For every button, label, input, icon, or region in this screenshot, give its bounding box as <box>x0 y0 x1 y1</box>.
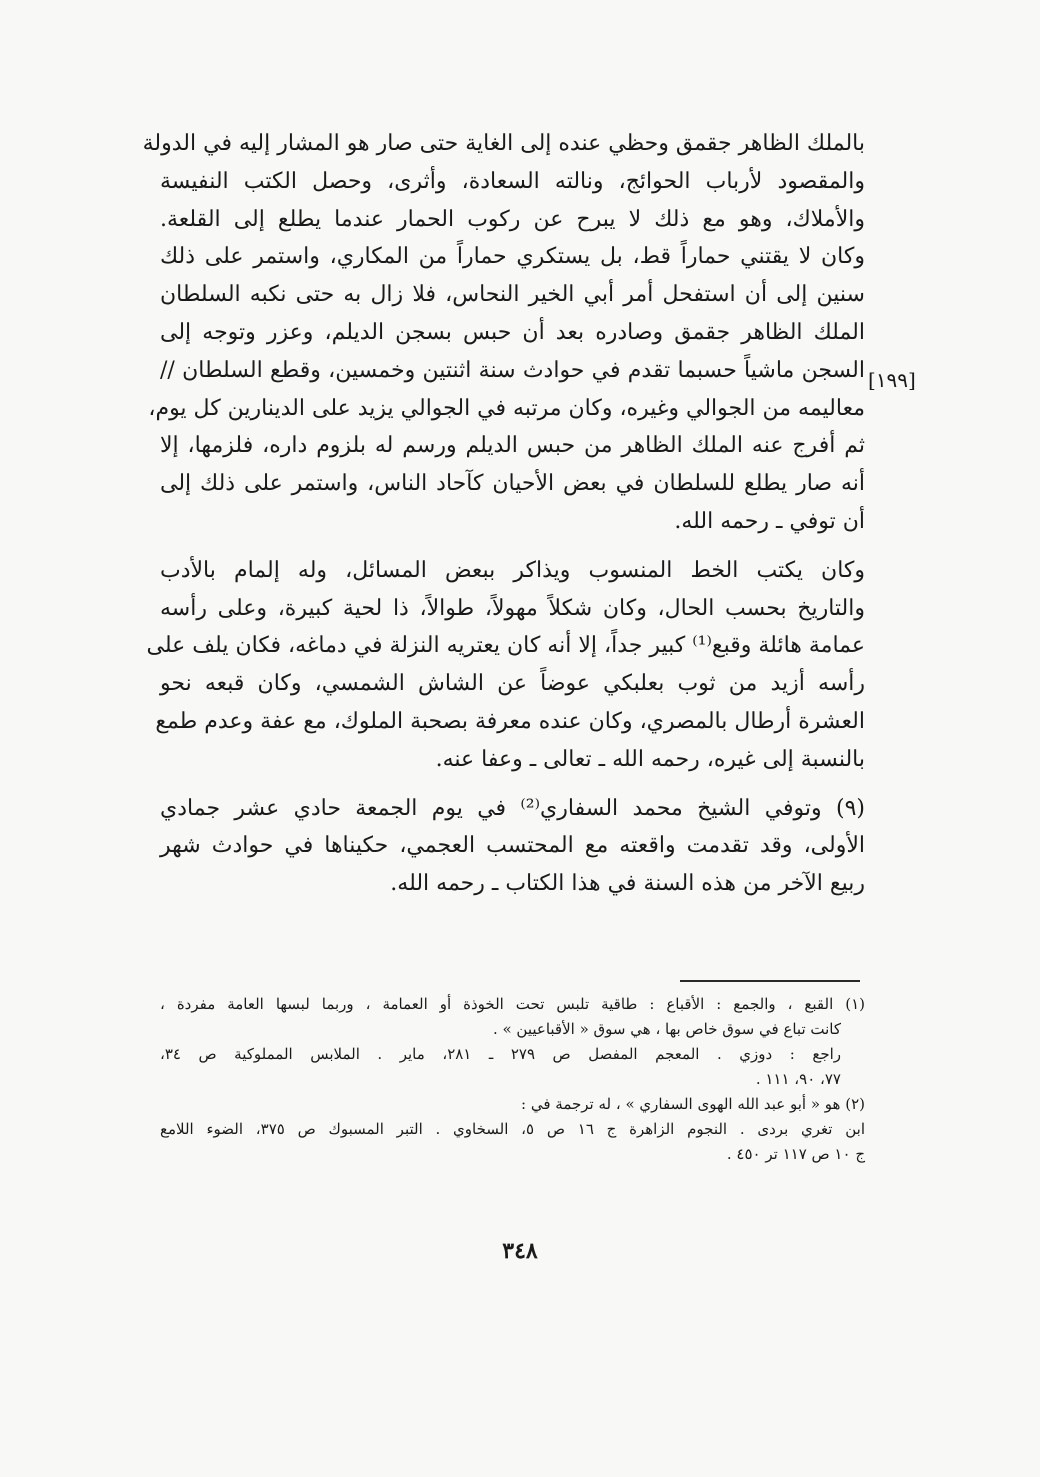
footnote-line: راجع : دوزي . المعجم المفصل ص ٢٧٩ ـ ٢٨١، ماير . الملابس المملوكية ص ٣٤، <box>160 1045 842 1063</box>
footnote-line: ابن تغري بردى . النجوم الزاهرة ج ١٦ ص ٥، السخاوي . التبر المسبوك ص ٣٧٥، الضوء اللامع <box>160 1120 865 1138</box>
text-line: والتاريخ بحسب الحال، وكان شكلاً مهولاً، طوالاً، ذا لحية كبيرة، وعلى رأسه <box>160 595 865 621</box>
text-line: عمامة هائلة وقبع⁽¹⁾ كبير جداً، إلا أنه كان يعتريه النزلة في دماغه، فكان يلف على <box>146 633 865 659</box>
paragraph-1 <box>142 125 865 541</box>
footnote-line: (٢) هو « أبو عبد الله الهوى السفاري » ، له ترجمة في : <box>521 1095 865 1113</box>
text-line: ربيع الآخر من هذه السنة في هذا الكتاب ـ رحمه الله. <box>390 871 865 897</box>
text-line: أنه صار يطلع للسلطان في بعض الأحيان كآحاد الناس، واستمر على ذلك إلى <box>160 471 865 497</box>
text-line: وكان يكتب الخط المنسوب ويذاكر ببعض المسائل، وله إلمام بالأدب <box>160 557 865 583</box>
text-line: سنين إلى أن استفحل أمر أبي الخير النحاس، فلا زال به حتى نكبه السلطان <box>160 282 865 308</box>
text-line: رأسه أزيد من ثوب بعلبكي عوضاً عن الشاش الشمسي، وكان قبعه نحو <box>160 671 865 697</box>
text-line: معاليمه من الجوالي وغيره، وكان مرتبه في الجوالي يزيد على الدينارين كل يوم، <box>148 395 865 421</box>
text-line: السجن ماشياً حسبما تقدم في حوادث سنة اثنتين وخمسين، وقطع السلطان // <box>160 357 865 383</box>
paragraph-3 <box>160 790 865 903</box>
text-line: وكان لا يقتني حماراً قط، بل يستكري حماراً من المكاري، واستمر على ذلك <box>160 244 865 270</box>
footnote-line: ٧٧، ٩٠، ١١١ . <box>755 1070 841 1088</box>
text-line: الأولى، وقد تقدمت واقعته مع المحتسب العجمي، حكيناها في حوادث شهر <box>160 833 865 859</box>
footnote-divider <box>680 980 860 982</box>
main-text <box>142 125 866 903</box>
text-line: والمقصود لأرباب الحوائج، ونالته السعادة، وأثرى، وحصل الكتب النفيسة <box>160 168 865 194</box>
manuscript-folio-reference: [١٩٩] <box>868 368 916 392</box>
text-line: أن توفي ـ رحمه الله. <box>674 508 865 534</box>
text-line: والأملاك، وهو مع ذلك لا يبرح عن ركوب الحمار عندما يطلع إلى القلعة. <box>160 206 865 232</box>
text-line: بالنسبة إلى غيره، رحمه الله ـ تعالى ـ وعفا عنه. <box>435 746 865 772</box>
footnote-line: ج ١٠ ص ١١٧ تر ٤٥٠ . <box>726 1145 865 1163</box>
text-line: ثم أفرج عنه الملك الظاهر من حبس الديلم ورسم له بلزوم داره، فلزمها، إلا <box>160 433 865 459</box>
text-line: (٩) وتوفي الشيخ محمد السفاري⁽²⁾ في يوم الجمعة حادي عشر جمادي <box>160 795 866 821</box>
text-line: العشرة أرطال بالمصري، وكان عنده معرفة بصحبة الملوك، مع عفة وعدم طمع <box>155 708 865 734</box>
page-number: ٣٤٨ <box>502 1238 538 1264</box>
footnote-line: كانت تباع في سوق خاص بها ، هي سوق « الأقباعيين » . <box>492 1020 841 1038</box>
paragraph-2 <box>146 552 865 779</box>
footnotes <box>160 992 865 1167</box>
footnote-line: (١) القبع ، والجمع : الأقباع : طاقية تلبس تحت الخوذة أو العمامة ، وربما لبسها العامة مفردة ، <box>160 995 865 1013</box>
text-line: بالملك الظاهر جقمق وحظي عنده إلى الغاية حتى صار هو المشار إليه في الدولة <box>142 131 865 156</box>
text-line: الملك الظاهر جقمق وصادره بعد أن حبس بسجن الديلم، وعزر وتوجه إلى <box>160 319 865 345</box>
